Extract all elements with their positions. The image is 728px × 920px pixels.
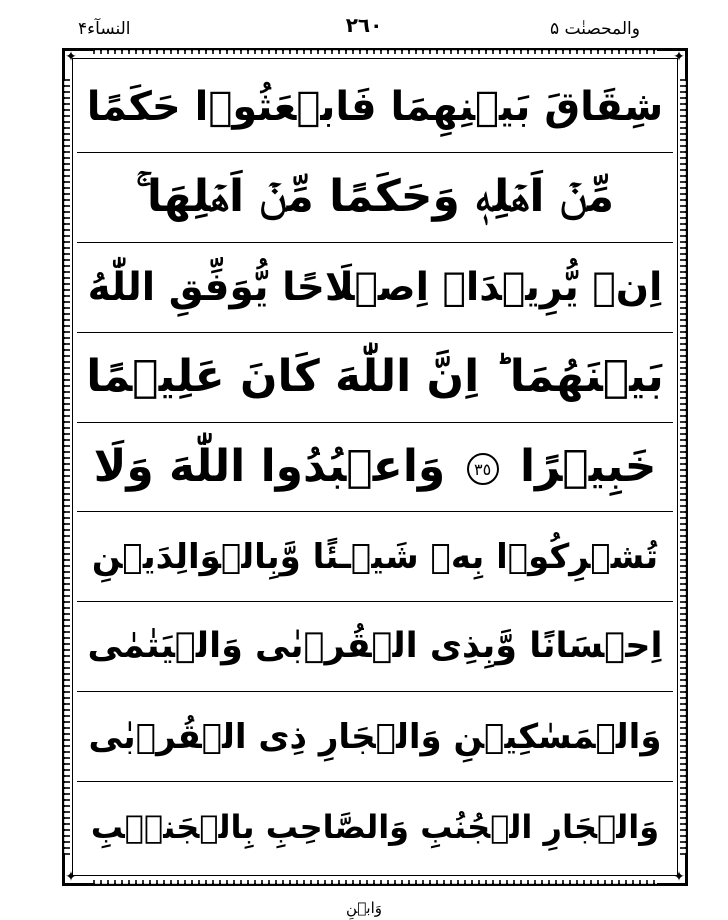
verse-line-text: شِقَاقَ بَيۡنِهِمَا فَابۡعَثُوۡا حَكَمًا bbox=[86, 84, 664, 131]
corner-ornament-icon: ✦ bbox=[673, 869, 685, 885]
verse-line bbox=[77, 423, 673, 513]
page-footer bbox=[0, 892, 728, 920]
verse-line-text: اِحۡسَانًا وَّبِذِى الۡقُرۡبٰى وَالۡيَتٰمٰى bbox=[87, 626, 663, 667]
verse-line bbox=[77, 333, 673, 423]
frame-ornament-left bbox=[64, 79, 70, 855]
verse-line-text bbox=[93, 441, 657, 492]
verse-line-text: مِّنۡ اَهۡلِهٖ وَحَكَمًا مِّنۡ اَهۡلِهَا ۚ bbox=[135, 171, 615, 223]
verse-line bbox=[77, 782, 673, 871]
verse-line bbox=[77, 692, 673, 782]
verse-line-text: بَيۡنَهُمَا ؕ اِنَّ اللّٰهَ كَانَ عَلِيۡمًا bbox=[86, 351, 664, 403]
ornamental-frame bbox=[62, 48, 688, 886]
corner-ornament-icon: ✦ bbox=[673, 49, 685, 65]
ayah-end-marker: ٣٥ bbox=[467, 453, 499, 485]
verse-text-after-marker: وَاعۡبُدُوا اللّٰهَ وَلَا bbox=[93, 441, 446, 492]
frame-ornament-right bbox=[680, 79, 686, 855]
verse-line bbox=[77, 63, 673, 153]
catchword: وَابۡنِ bbox=[345, 899, 382, 917]
surah-name: النسآء۴ bbox=[78, 19, 131, 39]
juz-name: والمحصنٰت ۵ bbox=[549, 19, 640, 39]
corner-ornament-icon: ✦ bbox=[65, 869, 77, 885]
frame-ornament-bottom bbox=[93, 880, 657, 884]
verse-line-text: وَالۡمَسٰكِيۡنِ وَالۡجَارِ ذِى الۡقُرۡبٰى bbox=[88, 716, 662, 757]
verse-text-before-marker: خَبِيۡرًا bbox=[519, 441, 657, 492]
frame-ornament-top bbox=[93, 50, 657, 54]
verse-text-block bbox=[77, 63, 673, 871]
page-number: ۲٦٠ bbox=[345, 13, 383, 37]
verse-line-text: تُشۡرِكُوۡا بِهٖ شَيۡـئًا وَّبِالۡوَالِدَيۡنِ bbox=[91, 536, 659, 577]
verse-line-text: وَالۡجَارِ الۡجُنُبِ وَالصَّاحِبِ بِالۡجَنۡۢبِ bbox=[90, 807, 660, 846]
page-header bbox=[0, 0, 728, 48]
verse-line bbox=[77, 153, 673, 243]
verse-line bbox=[77, 512, 673, 602]
verse-line-text: اِنۡ يُّرِيۡدَاۤ اِصۡلَاحًا يُّوَفِّقِ اللّٰهُ bbox=[87, 264, 663, 310]
verse-line bbox=[77, 602, 673, 692]
verse-line bbox=[77, 243, 673, 333]
corner-ornament-icon: ✦ bbox=[65, 49, 77, 65]
